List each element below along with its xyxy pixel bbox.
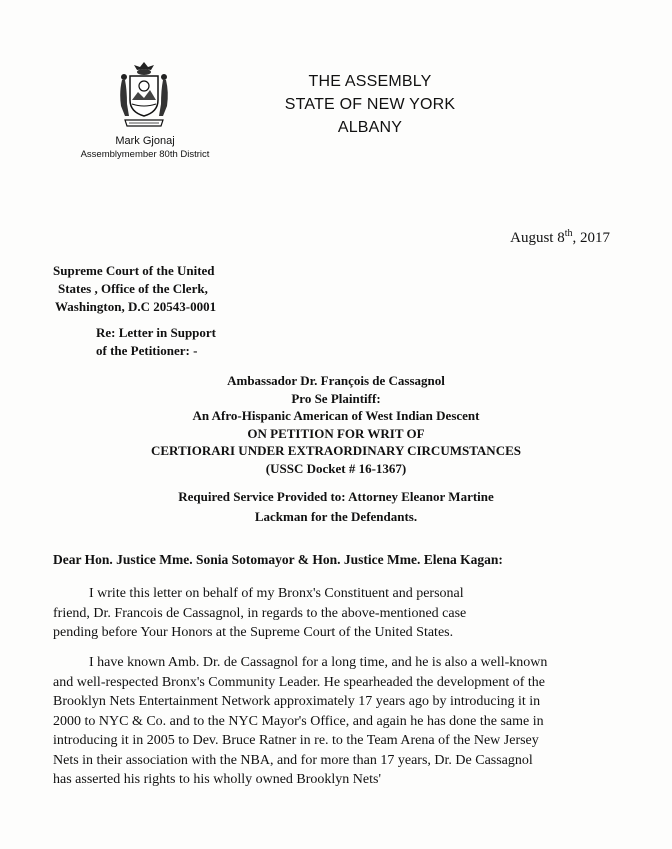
paragraph-line: I write this letter on behalf of my Bronx's Constituent and personal: [89, 586, 464, 601]
petitioner-block: [60, 372, 612, 477]
new-york-state-seal-icon: [113, 60, 175, 132]
letterhead-line-assembly: THE ASSEMBLY: [308, 73, 432, 90]
paragraph-line: 2000 to NYC & Co. and to the NYC Mayor's Office, and again he has done the same in: [53, 713, 544, 729]
paragraph-line: has asserted his rights to his wholly owned Brooklyn Nets': [53, 772, 381, 787]
letter-date: [460, 230, 610, 247]
salutation: Dear Hon. Justice Mme. Sonia Sotomayor & Hon. Justice Mme. Elena Kagan:: [53, 552, 503, 567]
petitioner-descent: An Afro-Hispanic American of West Indian Descent: [192, 408, 480, 423]
petitioner-name: Ambassador Dr. François de Cassagnol: [227, 373, 445, 388]
subject-line-1: Re: Letter in Support: [96, 325, 217, 340]
addressee-line: States , Office of the Clerk,: [58, 281, 208, 296]
addressee-line: Washington, D.C 20543-0001: [55, 299, 217, 314]
paragraph-line: introducing it in 2005 to Dev. Bruce Ratner in re. to the Team Arena of the New Jersey: [53, 733, 539, 748]
letterhead-title: [260, 70, 480, 139]
petitioner-status: Pro Se Plaintiff:: [291, 390, 381, 406]
petition-type-cont: CERTIORARI UNDER EXTRAORDINARY CIRCUMSTANCES: [151, 443, 521, 458]
body-paragraph-2: [53, 653, 613, 790]
subject-line-2: of the Petitioner: -: [96, 343, 198, 358]
date-ordinal-suffix: th: [564, 228, 573, 239]
addressee-line: Supreme Court of the United: [53, 263, 215, 278]
body-paragraph-1: [53, 584, 613, 643]
letterhead-line-city: ALBANY: [337, 119, 403, 136]
paragraph-line: friend, Dr. Francois de Cassagnol, in regards to the above-mentioned case: [53, 605, 467, 621]
assemblymember-district: Assemblymember 80th District: [80, 149, 210, 160]
paragraph-line: Nets in their association with the NBA, and for more than 17 years, Dr. De Cassagnol: [53, 752, 533, 768]
date-prefix: August 8: [510, 230, 565, 246]
service-line-1: Required Service Provided to: Attorney Eleanor Martine: [178, 489, 494, 504]
addressee-block: [53, 262, 216, 316]
petition-type: ON PETITION FOR WRIT OF: [247, 425, 425, 441]
paragraph-line: Brooklyn Nets Entertainment Network approximately 17 years ago by introducing it in: [53, 694, 541, 709]
paragraph-line: I have known Amb. Dr. de Cassagnol for a long time, and he is also a well-known: [89, 655, 548, 670]
subject-line: [96, 324, 216, 360]
assemblymember-name: Mark Gjonaj: [115, 135, 175, 147]
docket-number: (USSC Docket # 16-1367): [265, 460, 407, 476]
service-line-2: Lackman for the Defendants.: [254, 509, 418, 524]
service-notice: [60, 487, 612, 527]
paragraph-line: and well-respected Bronx's Community Leader. He spearheaded the development of the: [53, 674, 545, 690]
letterhead-line-state: STATE OF NEW YORK: [284, 96, 456, 113]
paragraph-line: pending before Your Honors at the Supreme Court of the United States.: [53, 625, 454, 640]
date-year: , 2017: [572, 230, 610, 246]
